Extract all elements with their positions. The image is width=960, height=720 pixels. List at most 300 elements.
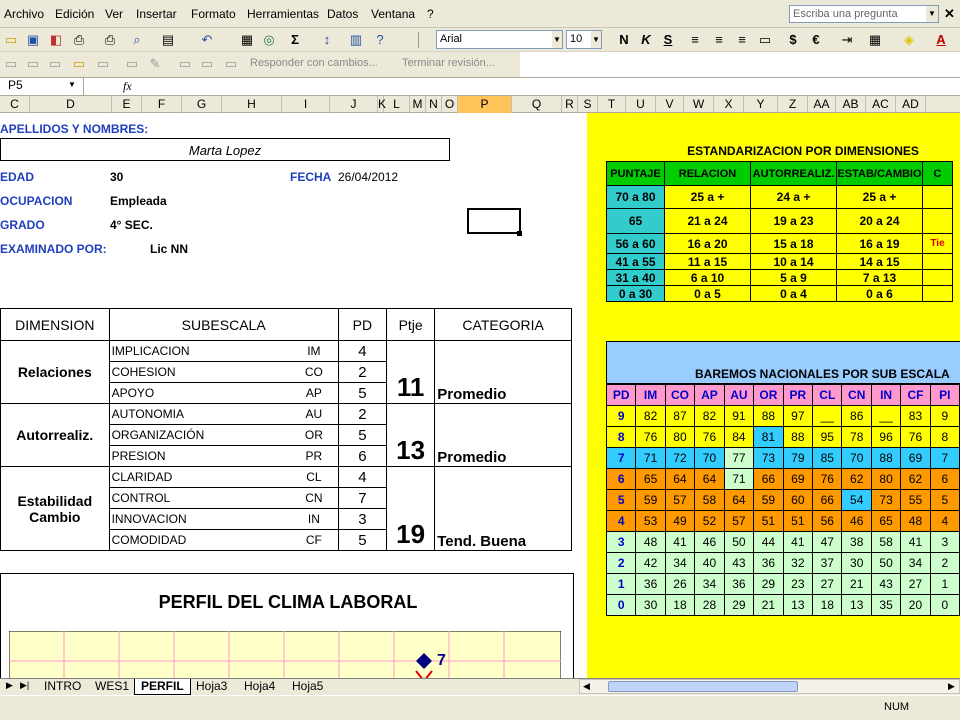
chart-plot: [9, 631, 561, 678]
baremos-cell: 13: [783, 595, 812, 616]
baremos-cell: 58: [871, 532, 900, 553]
baremos-cell: 9: [930, 406, 959, 427]
pd-value[interactable]: 4: [338, 341, 386, 362]
baremos-header: IM: [636, 385, 665, 406]
baremos-cell: 88: [871, 448, 900, 469]
menu-ver[interactable]: Ver: [105, 7, 124, 21]
baremos-cell: 46: [695, 532, 724, 553]
underline-icon[interactable]: S: [663, 32, 673, 47]
baremos-header: CF: [901, 385, 930, 406]
std-cell: 0 a 4: [751, 286, 837, 302]
baremos-cell: 72: [665, 448, 695, 469]
paste-icon[interactable]: ▤: [161, 32, 175, 47]
column-header-u[interactable]: U: [626, 96, 656, 113]
menu-formato[interactable]: Formato: [191, 7, 236, 21]
baremos-cell: 85: [813, 448, 842, 469]
euro-icon[interactable]: €: [812, 32, 820, 47]
baremos-cell: 58: [695, 490, 724, 511]
baremos-cell: 54: [842, 490, 871, 511]
baremos-cell: 60: [783, 490, 812, 511]
tab-hoja5[interactable]: Hoja5: [292, 679, 324, 693]
subscale-name: PRESION: [109, 446, 290, 467]
pd-value[interactable]: 5: [338, 425, 386, 446]
baremos-cell: 70: [842, 448, 871, 469]
baremos-cell: 50: [724, 532, 753, 553]
column-header-k[interactable]: K: [378, 97, 387, 111]
dimension-table: [0, 308, 572, 551]
baremos-cell: __: [871, 406, 900, 427]
font-size-select[interactable]: [566, 30, 602, 49]
print-icon[interactable]: ⎙: [73, 32, 85, 47]
baremos-cell: 86: [842, 406, 871, 427]
name-box[interactable]: [0, 78, 84, 95]
column-header-z[interactable]: Z: [778, 96, 808, 113]
chevron-down-icon[interactable]: ▼: [926, 6, 938, 22]
ptje-value: 11: [387, 341, 435, 404]
baremos-cell: 51: [783, 511, 812, 532]
autosum-icon[interactable]: Σ: [291, 32, 299, 47]
std-cell: 16 a 20: [665, 234, 751, 254]
std-cell: Tie: [923, 234, 953, 254]
subscale-name: INNOVACION: [109, 509, 290, 530]
comment-icon[interactable]: ▭: [48, 56, 62, 71]
bold-icon[interactable]: N: [619, 32, 629, 47]
column-header-g[interactable]: G: [182, 96, 222, 113]
baremos-cell: 70: [695, 448, 724, 469]
baremos-cell: 71: [636, 448, 665, 469]
column-header-m[interactable]: M: [410, 96, 426, 113]
pd-value[interactable]: 5: [338, 530, 386, 551]
chart-title: PERFIL DEL CLIMA LABORAL: [158, 592, 418, 612]
tab-perfil[interactable]: PERFIL: [134, 679, 191, 695]
baremos-cell: 79: [783, 448, 812, 469]
tab-hoja4[interactable]: Hoja4: [244, 679, 276, 693]
function-icon[interactable]: fx: [123, 79, 132, 93]
baremos-cell: 5: [930, 490, 959, 511]
baremos-cell: 50: [871, 553, 900, 574]
align-right-icon[interactable]: ≡: [738, 32, 746, 47]
comment-icon[interactable]: ▭: [26, 56, 40, 71]
grado-label: GRADO: [0, 218, 45, 232]
std-cell: 41 a 55: [607, 254, 665, 270]
subscale-name: IMPLICACION: [109, 341, 290, 362]
print-preview-icon[interactable]: ⎙: [104, 32, 116, 47]
baremos-cell: 21: [754, 595, 784, 616]
baremos-cell: 20: [901, 595, 930, 616]
grado-value: 4° SEC.: [110, 218, 153, 232]
ptje-value: 19: [387, 467, 435, 551]
edad-value: 30: [110, 170, 124, 184]
subscale-code: AU: [290, 404, 338, 425]
baremos-cell: 3: [607, 532, 636, 553]
std-cell: 7 a 13: [837, 270, 923, 286]
menu-ventana[interactable]: Ventana: [371, 7, 416, 21]
toolbar-separator: [418, 32, 419, 48]
sort-asc-icon[interactable]: ↕: [323, 32, 331, 47]
ask-placeholder: Escriba una pregunta: [793, 8, 898, 20]
baremos-cell: 65: [871, 511, 900, 532]
baremos-cell: 82: [636, 406, 665, 427]
edad-label: EDAD: [0, 170, 35, 184]
baremos-cell: 2: [607, 553, 636, 574]
ocupacion-value: Empleada: [110, 194, 167, 208]
dimension-name: Relaciones: [1, 341, 110, 404]
align-center-icon[interactable]: ≡: [715, 32, 723, 47]
scroll-right-icon[interactable]: ▶: [948, 681, 955, 691]
pd-value[interactable]: 5: [338, 383, 386, 404]
column-header-aa[interactable]: AA: [808, 96, 836, 113]
baremos-cell: 34: [665, 553, 695, 574]
std-cell: [923, 270, 953, 286]
status-bar: [0, 695, 960, 720]
column-header-r[interactable]: R: [562, 96, 578, 113]
pd-value[interactable]: 2: [338, 362, 386, 383]
std-cell: 5 a 9: [751, 270, 837, 286]
baremos-cell: 23: [783, 574, 812, 595]
tab-hoja3[interactable]: Hoja3: [196, 679, 228, 693]
save-icon[interactable]: ▣: [26, 32, 40, 47]
std-cell: [923, 254, 953, 270]
baremos-cell: 18: [813, 595, 842, 616]
column-headers: [0, 96, 960, 113]
baremos-header: CN: [842, 385, 871, 406]
baremos-cell: 8: [607, 427, 636, 448]
std-cell: [923, 186, 953, 209]
column-header-o[interactable]: O: [442, 96, 458, 113]
baremos-cell: 95: [813, 427, 842, 448]
apellidos-label: APELLIDOS Y NOMBRES:: [0, 122, 149, 136]
std-title: ESTANDARIZACION POR DIMENSIONES: [687, 144, 919, 158]
comment-icon[interactable]: ▭: [72, 56, 86, 71]
baremos-cell: 57: [665, 490, 695, 511]
std-cell: 25 a +: [665, 186, 751, 209]
baremos-cell: 1: [930, 574, 959, 595]
baremos-cell: 7: [930, 448, 959, 469]
column-header-e[interactable]: E: [112, 96, 142, 113]
std-cell: 19 a 23: [751, 209, 837, 234]
open-icon[interactable]: ▭: [4, 32, 18, 47]
baremos-cell: 66: [813, 490, 842, 511]
column-header-c[interactable]: C: [0, 96, 30, 113]
fecha-value: 26/04/2012: [338, 170, 399, 184]
baremos-cell: 3: [930, 532, 959, 553]
scroll-left-icon[interactable]: ◀: [583, 681, 590, 691]
column-header-p[interactable]: P: [458, 96, 512, 113]
column-header-x[interactable]: X: [714, 96, 744, 113]
pd-value[interactable]: 4: [338, 467, 386, 488]
column-header-ab[interactable]: AB: [836, 96, 866, 113]
baremos-cell: 38: [842, 532, 871, 553]
hyperlink-icon[interactable]: ◎: [263, 32, 275, 47]
column-header-d[interactable]: D: [30, 96, 112, 113]
baremos-cell: 84: [724, 427, 753, 448]
ink-icon[interactable]: ▭: [125, 56, 139, 71]
pd-value[interactable]: 3: [338, 509, 386, 530]
name-field[interactable]: Marta Lopez: [0, 138, 450, 161]
align-left-icon[interactable]: ≡: [691, 32, 699, 47]
baremos-cell: 76: [695, 427, 724, 448]
pd-value[interactable]: 7: [338, 488, 386, 509]
font-name-select[interactable]: [436, 30, 563, 49]
std-cell: 56 a 60: [607, 234, 665, 254]
subscale-code: PR: [290, 446, 338, 467]
std-cell: 21 a 24: [665, 209, 751, 234]
baremos-cell: 40: [695, 553, 724, 574]
tab-nav-last-icon[interactable]: ▶|: [20, 680, 30, 690]
perfil-chart[interactable]: [0, 573, 574, 678]
baremos-cell: 28: [695, 595, 724, 616]
permission-icon[interactable]: ◧: [49, 32, 63, 47]
std-cell: 25 a +: [837, 186, 923, 209]
baremos-cell: 36: [636, 574, 665, 595]
baremos-cell: __: [813, 406, 842, 427]
baremos-cell: 71: [724, 469, 753, 490]
subscale-code: IN: [290, 509, 338, 530]
baremos-cell: 41: [783, 532, 812, 553]
baremos-cell: 18: [665, 595, 695, 616]
baremos-cell: 83: [901, 406, 930, 427]
subscale-name: COMODIDAD: [109, 530, 290, 551]
std-cell: 0 a 5: [665, 286, 751, 302]
baremos-cell: 88: [754, 406, 784, 427]
baremos-cell: 55: [901, 490, 930, 511]
baremos-cell: 21: [842, 574, 871, 595]
subscale-name: ORGANIZACIÓN: [109, 425, 290, 446]
baremos-cell: 41: [901, 532, 930, 553]
baremos-cell: 81: [754, 427, 784, 448]
close-icon[interactable]: ✕: [944, 6, 955, 21]
column-header-h[interactable]: H: [222, 96, 282, 113]
baremos-cell: 69: [901, 448, 930, 469]
baremos-cell: 1: [607, 574, 636, 595]
subscale-code: CO: [290, 362, 338, 383]
merge-icon[interactable]: ▭: [758, 32, 772, 47]
formula-bar[interactable]: [0, 77, 960, 96]
worksheet[interactable]: [0, 113, 960, 678]
column-header-ad[interactable]: AD: [896, 96, 926, 113]
header-subescala: SUBESCALA: [109, 309, 338, 341]
header-ptje: Ptje: [387, 309, 435, 341]
respond-changes-button[interactable]: Responder con cambios...: [250, 57, 378, 69]
std-cell: 0 a 30: [607, 286, 665, 302]
baremos-cell: 80: [665, 427, 695, 448]
italic-icon[interactable]: K: [641, 32, 651, 47]
chart-marker-label: 7: [437, 652, 446, 669]
baremos-cell: 66: [754, 469, 784, 490]
std-table: [606, 161, 953, 302]
horizontal-scrollbar[interactable]: [579, 679, 960, 694]
categoria-value: Tend. Buena: [435, 467, 572, 551]
baremos-header: PD: [607, 385, 636, 406]
baremos-cell: 30: [842, 553, 871, 574]
baremos-cell: 47: [813, 532, 842, 553]
fill-color-icon[interactable]: ◈: [904, 32, 914, 47]
std-header: AUTORREALIZ.: [751, 162, 837, 186]
subscale-name: CLARIDAD: [109, 467, 290, 488]
column-header-w[interactable]: W: [684, 96, 714, 113]
baremos-cell: 34: [901, 553, 930, 574]
std-cell: [923, 286, 953, 302]
std-cell: 16 a 19: [837, 234, 923, 254]
ink-icon[interactable]: ✎: [149, 56, 161, 71]
baremos-cell: 59: [754, 490, 784, 511]
baremos-cell: 64: [695, 469, 724, 490]
font-color-icon[interactable]: A: [936, 32, 946, 47]
tab-intro[interactable]: INTRO: [44, 679, 82, 693]
baremos-cell: 5: [607, 490, 636, 511]
baremos-cell: 59: [636, 490, 665, 511]
pd-value[interactable]: 2: [338, 404, 386, 425]
delete-comment-icon[interactable]: ▭: [96, 56, 110, 71]
baremos-cell: 82: [695, 406, 724, 427]
column-header-v[interactable]: V: [656, 96, 684, 113]
dimension-name: Estabilidad Cambio: [1, 467, 110, 551]
baremos-cell: 77: [724, 448, 753, 469]
baremos-cell: 30: [636, 595, 665, 616]
baremos-header: IN: [871, 385, 900, 406]
baremos-cell: 53: [636, 511, 665, 532]
column-header-i[interactable]: I: [282, 96, 330, 113]
baremos-cell: 88: [783, 427, 812, 448]
baremos-cell: 13: [842, 595, 871, 616]
chevron-down-icon[interactable]: ▼: [552, 31, 562, 48]
subscale-code: IM: [290, 341, 338, 362]
subscale-code: OR: [290, 425, 338, 446]
chevron-down-icon[interactable]: ▼: [591, 31, 601, 48]
menu-edicion[interactable]: Edición: [55, 7, 95, 21]
menu-insertar[interactable]: Insertar: [136, 7, 177, 21]
research-icon[interactable]: ⌕: [133, 32, 141, 47]
baremos-cell: 56: [813, 511, 842, 532]
baremos-cell: 73: [871, 490, 900, 511]
baremos-cell: 43: [724, 553, 753, 574]
baremos-cell: 4: [607, 511, 636, 532]
fill-handle[interactable]: [517, 231, 522, 236]
borders-icon[interactable]: ▦: [868, 32, 882, 47]
column-header-y[interactable]: Y: [744, 96, 778, 113]
chevron-down-icon[interactable]: ▼: [68, 80, 76, 89]
pd-value[interactable]: 6: [338, 446, 386, 467]
review-toolbar: [0, 52, 520, 77]
std-cell: 20 a 24: [837, 209, 923, 234]
indent-icon[interactable]: ⇥: [841, 32, 853, 47]
baremos-cell: 65: [636, 469, 665, 490]
std-cell: 15 a 18: [751, 234, 837, 254]
categoria-value: Promedio: [435, 341, 572, 404]
baremos-cell: 41: [665, 532, 695, 553]
header-dimension: DIMENSION: [1, 309, 110, 341]
baremos-cell: 52: [695, 511, 724, 532]
column-header-l[interactable]: L: [384, 96, 410, 113]
baremos-cell: 35: [871, 595, 900, 616]
undo-icon[interactable]: ↶: [201, 32, 213, 47]
std-header: C: [923, 162, 953, 186]
column-header-ac[interactable]: AC: [866, 96, 896, 113]
baremos-cell: 0: [607, 595, 636, 616]
baremos-header: PR: [783, 385, 812, 406]
name-box-value: P5: [8, 78, 23, 92]
std-cell: 31 a 40: [607, 270, 665, 286]
examinado-value: Lic NN: [150, 242, 189, 256]
baremos-cell: 64: [724, 490, 753, 511]
help-icon[interactable]: ?: [376, 32, 384, 47]
std-cell: 6 a 10: [665, 270, 751, 286]
baremos-cell: 80: [871, 469, 900, 490]
chart-icon[interactable]: ▥: [349, 32, 363, 47]
std-cell: 24 a +: [751, 186, 837, 209]
std-cell: 65: [607, 209, 665, 234]
menu-herramientas[interactable]: Herramientas: [247, 7, 320, 21]
baremos-cell: 7: [607, 448, 636, 469]
ask-question-input[interactable]: [789, 5, 939, 23]
std-cell: 0 a 6: [837, 286, 923, 302]
scroll-thumb[interactable]: [608, 681, 798, 692]
baremos-cell: 48: [901, 511, 930, 532]
std-cell: 11 a 15: [665, 254, 751, 270]
baremos-header: AU: [724, 385, 753, 406]
baremos-cell: 64: [665, 469, 695, 490]
menu-archivo[interactable]: Archivo: [4, 7, 45, 21]
baremos-cell: 78: [842, 427, 871, 448]
column-header-s[interactable]: S: [578, 96, 598, 113]
baremos-header: PI: [930, 385, 959, 406]
ocupacion-label: OCUPACION: [0, 194, 73, 208]
menu-help[interactable]: ?: [427, 7, 434, 21]
ptje-value: 13: [387, 404, 435, 467]
subscale-code: AP: [290, 383, 338, 404]
column-header-j[interactable]: J: [330, 96, 378, 113]
menu-datos[interactable]: Datos: [327, 7, 359, 21]
baremos-cell: 91: [724, 406, 753, 427]
baremos-cell: 57: [724, 511, 753, 532]
baremos-cell: 87: [665, 406, 695, 427]
baremos-cell: 27: [813, 574, 842, 595]
column-header-t[interactable]: T: [598, 96, 626, 113]
track-icon[interactable]: ▭: [224, 56, 238, 71]
track-icon[interactable]: ▭: [178, 56, 192, 71]
font-name-value: Arial: [440, 33, 463, 45]
column-header-q[interactable]: Q: [512, 96, 562, 113]
baremos-cell: 62: [901, 469, 930, 490]
subscale-code: CF: [290, 530, 338, 551]
comment-icon[interactable]: ▭: [4, 56, 18, 71]
baremos-cell: 44: [754, 532, 784, 553]
subscale-name: APOYO: [109, 383, 290, 404]
baremos-cell: 6: [607, 469, 636, 490]
tab-nav-next-icon[interactable]: ▶: [6, 680, 13, 690]
baremos-cell: 29: [754, 574, 784, 595]
function-icon[interactable]: ▦: [240, 32, 254, 47]
num-lock-indicator: NUM: [884, 701, 910, 713]
subscale-code: CN: [290, 488, 338, 509]
baremos-cell: 26: [665, 574, 695, 595]
track-icon[interactable]: ▭: [200, 56, 214, 71]
baremos-cell: 36: [724, 574, 753, 595]
baremos-cell: 37: [813, 553, 842, 574]
end-review-button[interactable]: Terminar revisión...: [402, 57, 495, 69]
baremos-cell: 96: [871, 427, 900, 448]
column-header-f[interactable]: F: [142, 96, 182, 113]
baremos-cell: 6: [930, 469, 959, 490]
baremos-cell: 42: [636, 553, 665, 574]
column-header-n[interactable]: N: [426, 96, 442, 113]
selected-cell[interactable]: [467, 208, 521, 234]
currency-icon[interactable]: $: [789, 32, 797, 47]
baremos-cell: 27: [901, 574, 930, 595]
baremos-header: OR: [754, 385, 784, 406]
tab-wes1[interactable]: WES1: [95, 679, 130, 693]
baremos-cell: 76: [901, 427, 930, 448]
